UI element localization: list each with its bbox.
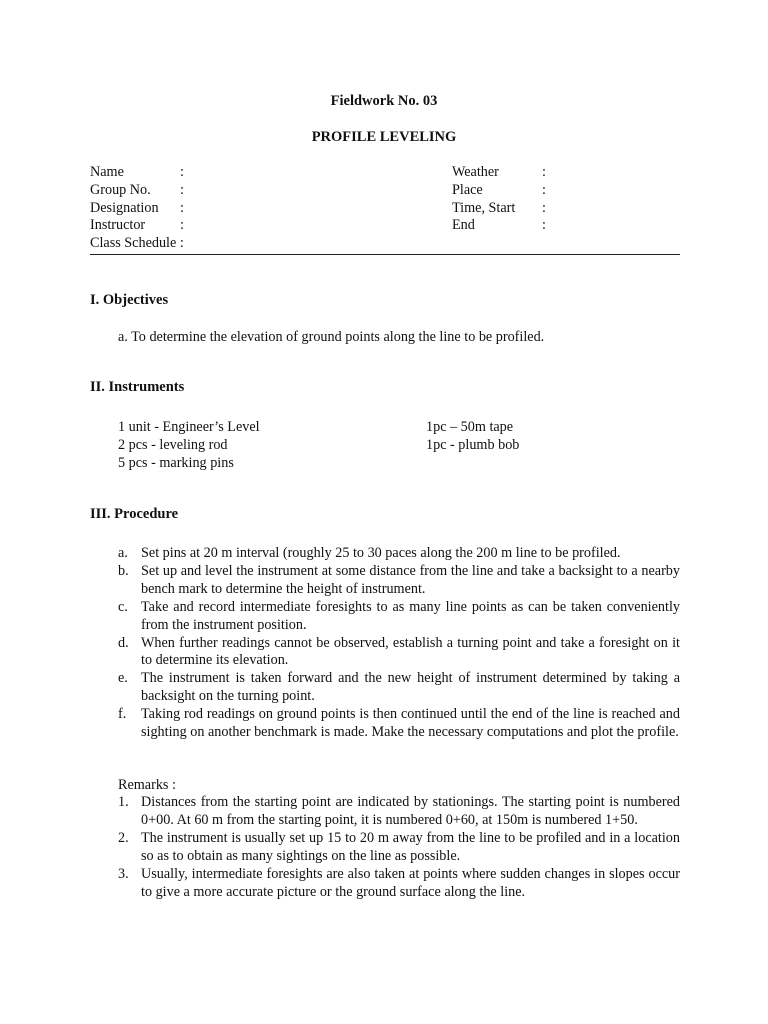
instruments-column-right <box>426 418 519 454</box>
instrument-item: 1pc - plumb bob <box>426 437 520 453</box>
info-row-group <box>90 182 184 200</box>
info-label: Weather <box>452 164 499 180</box>
remark-item <box>118 866 680 902</box>
section-heading-objectives: I. Objectives <box>90 292 169 308</box>
info-label: Name <box>90 164 124 180</box>
info-colon: : <box>542 199 546 216</box>
procedure-step-text: Take and record intermediate foresights to as many line points as can be taken conveniently from the instrument position. <box>141 598 680 633</box>
info-row-class-schedule <box>90 235 184 253</box>
info-colon: : <box>542 181 546 198</box>
info-row-time-start <box>452 200 546 218</box>
section-heading-instruments: II. Instruments <box>90 379 185 395</box>
instrument-item: 1 unit - Engineer’s Level <box>118 419 260 435</box>
remarks-label: Remarks : <box>118 777 176 793</box>
list-marker: f. <box>118 706 127 723</box>
procedure-step <box>118 563 680 599</box>
procedure-step-text: Set pins at 20 m interval (roughly 25 to 30 paces along the 200 m line to be profiled. <box>141 545 621 561</box>
document-title: Fieldwork No. 03 <box>330 93 438 109</box>
section-heading-procedure: III. Procedure <box>90 506 179 522</box>
list-marker: 2. <box>118 829 129 846</box>
remark-item <box>118 830 680 866</box>
procedure-step-text: Taking rod readings on ground points is then continued until the end of the line is reached and sighting on another benchmark is made. Make the necessary computations and plot the profile. <box>141 706 680 741</box>
document-subtitle: PROFILE LEVELING <box>311 129 457 145</box>
info-row-name <box>90 164 184 182</box>
instruments-column-left <box>118 418 260 472</box>
list-marker: c. <box>118 598 128 615</box>
list-marker: d. <box>118 634 129 651</box>
info-label: Instructor <box>90 217 146 234</box>
list-marker: b. <box>118 562 129 579</box>
procedure-step <box>118 545 680 563</box>
info-colon: : <box>542 164 546 180</box>
procedure-step <box>118 706 680 742</box>
info-fields-left <box>90 164 184 253</box>
list-marker: 1. <box>118 794 129 810</box>
remark-text: The instrument is usually set up 15 to 20 m away from the line to be profiled and in a location so as to obtain as many sightings on the line as possible. <box>141 829 680 864</box>
info-label: Time, Start <box>452 199 516 216</box>
remark-item <box>118 794 680 830</box>
info-row-place <box>452 182 546 200</box>
info-fields-right <box>452 164 546 235</box>
info-label: Class Schedule : <box>90 235 184 252</box>
info-row-instructor <box>90 217 184 235</box>
header-divider <box>90 254 680 255</box>
info-colon: : <box>180 217 184 234</box>
remarks-list <box>118 794 680 901</box>
instrument-item: 2 pcs - leveling rod <box>118 437 228 453</box>
procedure-step-text: Set up and level the instrument at some distance from the line and take a backsight to a nearby bench mark to determine the height of instrument. <box>141 562 680 597</box>
remarks-section <box>118 794 680 901</box>
remark-text: Usually, intermediate foresights are also taken at points where sudden changes in slopes occur to give a more accurate picture or the ground surface along the line. <box>141 865 680 900</box>
instrument-item: 5 pcs - marking pins <box>118 455 234 471</box>
procedure-list <box>118 545 680 742</box>
procedure-step <box>118 635 680 671</box>
procedure-step-text: The instrument is taken forward and the new height of instrument determined by taking a backsight on the turning point. <box>141 670 680 705</box>
info-row-end <box>452 217 546 235</box>
info-colon: : <box>180 164 184 180</box>
info-colon: : <box>542 217 546 234</box>
info-colon: : <box>180 181 184 198</box>
list-marker: a. <box>118 545 128 561</box>
procedure-step <box>118 599 680 635</box>
info-row-weather <box>452 164 546 182</box>
remark-text: Distances from the starting point are indicated by stationings. The starting point is numbered 0+00. At 60 m from the starting point, it is numbered 0+60, at 150m is numbered 1+50. <box>141 794 680 828</box>
info-label: Place <box>452 181 483 198</box>
instrument-item: 1pc – 50m tape <box>426 419 514 435</box>
info-label: Group No. <box>90 181 151 198</box>
list-marker: e. <box>118 670 128 687</box>
info-label: End <box>452 217 475 234</box>
info-label: Designation <box>90 199 159 216</box>
info-colon: : <box>180 199 184 216</box>
objective-item: a. To determine the elevation of ground points along the line to be profiled. <box>118 329 545 345</box>
list-marker: 3. <box>118 865 129 882</box>
procedure-step <box>118 670 680 706</box>
info-row-designation <box>90 200 184 218</box>
procedure-step-text: When further readings cannot be observed, establish a turning point and take a foresight on it to determine its elevation. <box>141 634 680 669</box>
